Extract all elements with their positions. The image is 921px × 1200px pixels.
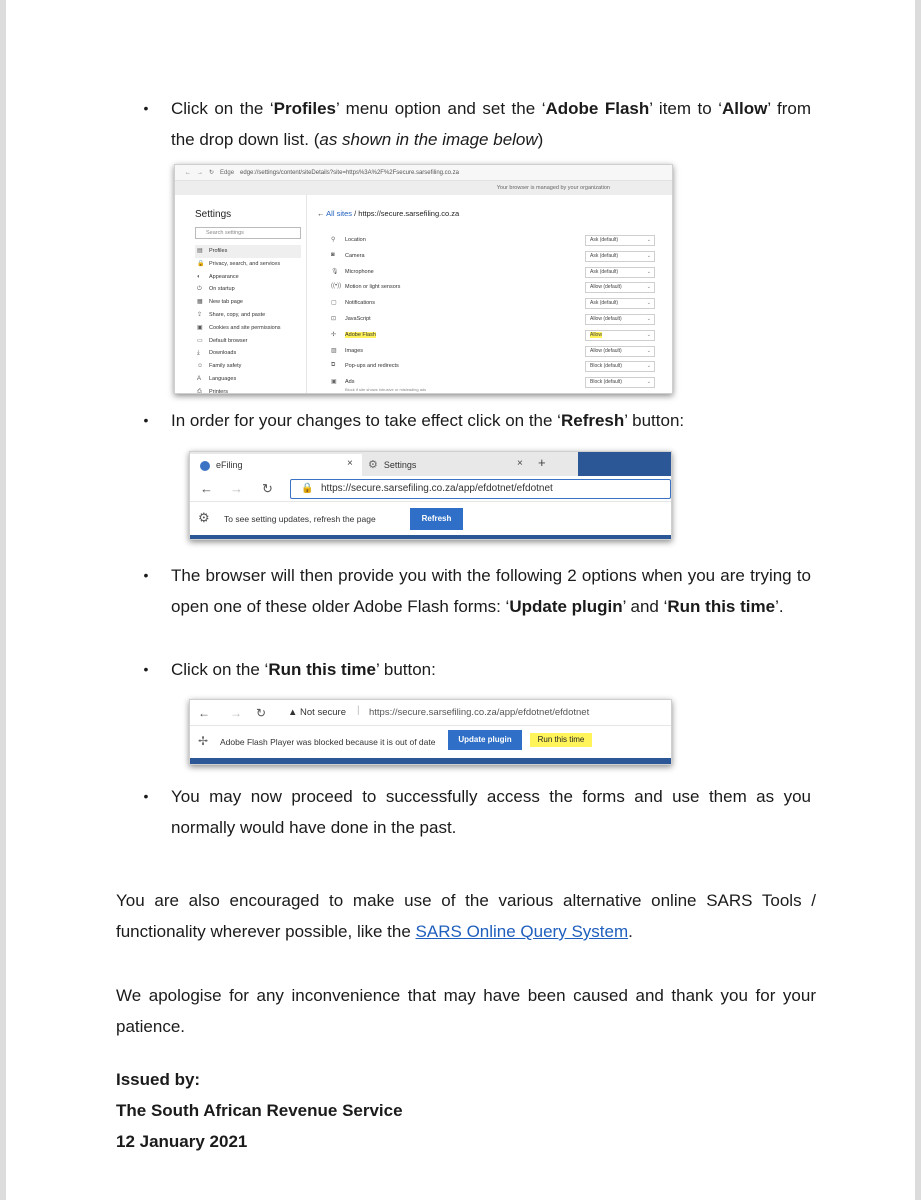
settings-nav-item: [195, 258, 301, 271]
nav-item-label: Downloads: [209, 350, 237, 357]
permission-label: Camera: [345, 252, 365, 259]
refresh-button: Refresh: [410, 508, 463, 530]
bullet-marker: •: [143, 661, 149, 677]
apology-paragraph: We apologise for any inconvenience that may have been caused and thank you for your patience.: [116, 986, 816, 1036]
settings-nav-item: [195, 347, 301, 360]
permission-select: [585, 235, 655, 246]
gear-icon: ⚙: [198, 510, 210, 525]
tab-strip: [190, 452, 671, 476]
chevron-down-icon: ⌄: [646, 284, 651, 291]
run-this-time-button: Run this time: [530, 733, 592, 747]
bullet-marker: •: [143, 788, 149, 804]
nav-item-label: Cookies and site permissions: [209, 324, 281, 331]
refresh-infobar: [190, 502, 671, 536]
url-field: 🔒 https://secure.sarsefiling.co.za/app/efdotnet/efdotnet: [290, 479, 671, 499]
permission-select: [585, 330, 655, 341]
forward-icon: →: [230, 481, 243, 496]
bullet-text: Click on the ‘Profiles’ menu option and set the ‘Adobe Flash’ item to ‘Allow’ from the drop down list. (as shown in the image below): [171, 99, 811, 149]
permission-row: [317, 312, 657, 328]
permission-row: [317, 280, 657, 296]
sars-query-system-link[interactable]: SARS Online Query System: [415, 922, 629, 941]
permission-icon: ⚲: [331, 237, 336, 243]
tab-efiling: eFiling: [190, 454, 362, 476]
permission-value: Ask (default): [590, 237, 619, 243]
back-icon: ←: [185, 169, 191, 176]
settings-nav-item: [195, 283, 301, 296]
permission-select: [585, 314, 655, 325]
nav-item-icon: ◐: [197, 273, 201, 280]
bullet-text: Click on the ‘Run this time’ button:: [171, 660, 436, 679]
forward-icon: →: [230, 706, 242, 720]
chevron-down-icon: ⌄: [646, 237, 651, 243]
bullet-text: The browser will then provide you with the following 2 options when you are trying to open one of these older Adobe Flash forms: ‘Update plugin’ and ‘Run this time’.: [171, 566, 811, 616]
managed-notice: Your browser is managed by your organization: [175, 181, 672, 195]
chevron-down-icon: ⌄: [646, 252, 651, 259]
permission-value: Allow (default): [590, 316, 622, 322]
permission-label: Images: [345, 347, 364, 354]
permission-row: [317, 249, 657, 265]
nav-item-icon: ☺: [197, 363, 204, 370]
chevron-down-icon: ⌄: [646, 363, 651, 370]
address-bar: [190, 476, 671, 502]
settings-nav-item: [195, 373, 301, 386]
url-text: https://secure.sarsefiling.co.za/app/efdotnet/efdotnet: [369, 707, 590, 718]
settings-nav-item: [195, 271, 301, 284]
close-tab-icon: ×: [517, 458, 523, 469]
bullet-marker: •: [143, 412, 149, 428]
nav-item-label: Share, copy, and paste: [209, 311, 266, 318]
permission-select: [585, 346, 655, 357]
reload-icon: ↻: [256, 706, 267, 720]
nav-item-icon: ▣: [197, 324, 203, 331]
permission-label: Adobe Flash: [345, 331, 376, 338]
not-secure-indicator: ▲ Not secure: [288, 707, 346, 718]
bullet-marker: •: [143, 100, 149, 116]
nav-item-icon: ⇪: [197, 311, 203, 318]
document-page: [6, 0, 915, 1200]
nav-item-icon: ▦: [197, 299, 203, 306]
permission-row: [317, 233, 657, 249]
chevron-down-icon: ⌄: [646, 331, 651, 338]
close-tab-icon: ×: [347, 458, 353, 469]
tools-paragraph: You are also encouraged to make use of the various alternative online SARS Tools / functionality wherever possible, like the SARS Online Query System.: [116, 891, 816, 941]
issuer-name: The South African Revenue Service: [116, 1101, 403, 1120]
settings-url: edge://settings/content/siteDetails?site=https%3A%2F%2Fsecure.sarsefiling.co.za: [240, 169, 459, 176]
refresh-screenshot: [189, 451, 672, 540]
site-breadcrumb: ← All sites / https://secure.sarsefiling.co.za: [317, 209, 460, 218]
permission-label: JavaScript: [345, 316, 371, 322]
permission-label: Microphone: [345, 268, 374, 275]
nav-item-icon: ▤: [197, 248, 203, 254]
permission-select: [585, 361, 655, 372]
settings-nav-item: [195, 322, 301, 335]
permission-icon: ▣: [331, 379, 337, 386]
permission-value: Allow (default): [590, 347, 622, 354]
right-margin: [915, 0, 921, 1200]
chevron-down-icon: ⌄: [646, 347, 651, 354]
nav-item-icon: ▭: [197, 337, 203, 344]
permission-row: [317, 328, 657, 344]
nav-item-icon: 🔒: [197, 260, 205, 267]
permission-value: Ask (default): [590, 252, 619, 259]
refresh-message: To see setting updates, refresh the page: [224, 514, 376, 524]
permission-icon: ◙: [331, 251, 335, 258]
reload-icon: ↻: [262, 481, 273, 496]
update-plugin-button: Update plugin: [448, 730, 522, 750]
bullet-marker: •: [143, 567, 149, 583]
permission-value: Ask (default): [590, 300, 619, 307]
chevron-down-icon: ⌄: [646, 300, 651, 307]
nav-item-label: Default browser: [209, 337, 248, 344]
permission-row: [317, 344, 657, 360]
settings-nav-item: [195, 335, 301, 348]
nav-item-label: Profiles: [209, 248, 228, 254]
permission-icon: ((•)): [331, 283, 342, 290]
taskbar-strip: [190, 758, 671, 764]
settings-nav-item: [195, 245, 301, 258]
settings-nav-item: [195, 386, 301, 394]
gear-icon: ⚙: [368, 459, 378, 471]
flash-blocked-message: Adobe Flash Player was blocked because it is out of date: [220, 737, 436, 747]
forward-icon: →: [197, 169, 203, 176]
nav-item-icon: ⤓: [197, 350, 200, 357]
puzzle-icon: ✢: [198, 734, 209, 748]
back-icon: ←: [200, 481, 213, 496]
nav-item-icon: ⏻: [197, 286, 202, 293]
permission-label: Location: [345, 237, 366, 243]
permission-select: [585, 298, 655, 309]
permission-select: [585, 251, 655, 262]
permission-select: [585, 267, 655, 278]
nav-item-label: New tab page: [209, 299, 243, 306]
permission-icon: ⧉: [331, 362, 336, 369]
nav-item-label: On startup: [209, 286, 235, 293]
permission-value: Allow (default): [590, 284, 622, 291]
permission-row: [317, 359, 657, 375]
bullet-text: You may now proceed to successfully access the forms and use them as you normally would have done in the past.: [171, 787, 811, 837]
run-screenshot: [189, 699, 672, 765]
permission-value: Ask (default): [590, 268, 619, 275]
settings-sidebar: [175, 195, 307, 393]
permission-select: [585, 377, 655, 388]
issued-by-label: Issued by:: [116, 1070, 201, 1089]
bullet-text: In order for your changes to take effect click on the ‘Refresh’ button:: [171, 411, 685, 430]
breadcrumb-back-icon: ←: [317, 209, 325, 218]
settings-search: Search settings: [195, 227, 301, 239]
nav-item-icon: A: [197, 375, 202, 382]
chevron-down-icon: ⌄: [646, 316, 651, 322]
tab-settings: ⚙ Settings: [368, 459, 417, 471]
permission-icon: ⊡: [331, 316, 337, 322]
permission-icon: 🎙: [331, 268, 339, 275]
permission-value: Allow: [590, 331, 602, 338]
settings-nav-item: [195, 296, 301, 309]
nav-item-icon: ⎙: [197, 388, 202, 394]
settings-nav-item: [195, 360, 301, 373]
permission-label: Ads: [345, 379, 355, 386]
permission-value: Block (default): [590, 363, 622, 370]
edge-label: Edge: [220, 169, 235, 176]
edge-tab-icon: [200, 461, 210, 471]
taskbar-strip: [190, 535, 671, 539]
permission-label: Notifications: [345, 300, 375, 307]
address-bar: [190, 700, 671, 726]
permission-row: [317, 265, 657, 281]
settings-nav-item: [195, 309, 301, 322]
settings-screenshot: [174, 164, 673, 394]
settings-main: [317, 195, 672, 393]
chevron-down-icon: ⌄: [646, 268, 651, 275]
settings-nav: [195, 245, 301, 394]
permission-label: Motion or light sensors: [345, 284, 401, 291]
permission-select: [585, 282, 655, 293]
flash-infobar: [190, 726, 671, 758]
permission-row: [317, 296, 657, 312]
settings-address-bar: [175, 165, 672, 181]
permission-value: Block (default): [590, 379, 622, 386]
nav-item-label: Languages: [209, 375, 237, 382]
nav-item-label: Privacy, search, and services: [209, 260, 281, 267]
url-separator: |: [357, 705, 360, 716]
nav-item-label: Family safety: [209, 363, 242, 370]
back-icon: ←: [198, 706, 210, 720]
permission-icon: ▢: [331, 300, 337, 307]
chevron-down-icon: ⌄: [646, 379, 651, 386]
permission-label: Pop-ups and redirects: [345, 363, 399, 370]
permission-row: [317, 375, 657, 391]
permission-icon: ✢: [331, 331, 337, 338]
lock-icon: 🔒: [301, 483, 314, 494]
settings-title: Settings: [195, 209, 232, 220]
title-bar-fill: [578, 452, 671, 476]
permission-icon: ▨: [331, 347, 337, 354]
new-tab-icon: +: [538, 455, 546, 470]
nav-item-label: Printers: [209, 388, 228, 394]
issue-date: 12 January 2021: [116, 1132, 248, 1151]
permission-subtext: Block if site shows intrusive or misleading ads: [345, 387, 427, 393]
nav-item-label: Appearance: [209, 273, 239, 280]
refresh-icon: ↻: [209, 170, 215, 176]
